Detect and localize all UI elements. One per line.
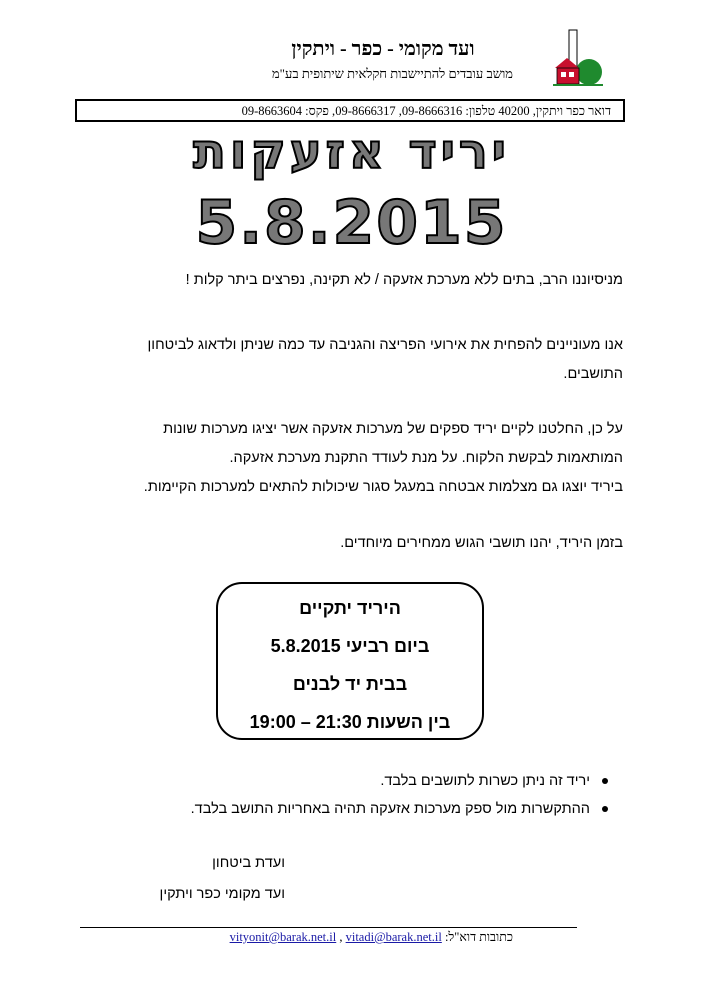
goal-paragraph: אנו מעוניינים להפחית את אירועי הפריצה והגניבה עד כמה שניתן ולדאוג לביטחון התושבים. [147, 337, 623, 382]
event-line-hours: בין השעות 21:30 – 19:00 [249, 712, 451, 732]
fair-cameras-line: ביריד יוצגו גם מצלמות אבטחה במעגל סגור שיכולות להתאים למערכות הקיימות. [143, 479, 623, 495]
organization-title: ועד מקומי - כפר - ויתקין [291, 38, 475, 60]
footer-emails [230, 930, 513, 945]
village-logo [553, 28, 603, 90]
event-headline: יריד אזעקות [193, 124, 510, 180]
bullet-icon [602, 806, 608, 812]
fair-description-line: על כן, החלטנו לקיים יריד ספקים של מערכות אזעקה אשר יציגו מערכות שונות המותאמות לבקשת הלקוח. על מנת לעודד התקנת מערכת אזעקה. [163, 421, 623, 466]
list-item [138, 770, 608, 798]
signature-local-committee: ועד מקומי כפר ויתקין [159, 886, 285, 902]
special-prices-paragraph: בזמן היריד, יהנו תושבי הגוש ממחירים מיוחדים. [340, 535, 623, 551]
notes-list [138, 770, 608, 826]
event-line-location: בבית יד לבנים [292, 674, 408, 694]
event-headline-date: 5.8.2015 [195, 188, 508, 258]
event-line-title: היריד יתקיים [299, 598, 401, 618]
note-text: ההתקשרות מול ספק מערכות אזעקה תהיה באחריות התושב בלבד. [190, 801, 590, 817]
event-details-box [216, 582, 484, 740]
event-line-date: ביום רביעי 5.8.2015 [270, 636, 430, 656]
intro-paragraph: מניסיוננו הרב, בתים ללא מערכת אזעקה / לא תקינה, נפרצים ביתר קלות ! [185, 272, 623, 288]
fair-description-paragraph [108, 415, 623, 502]
footer-label: כתובות דוא"ל: [444, 930, 513, 944]
signature-security-committee: ועדת ביטחון [212, 855, 285, 871]
list-item [138, 798, 608, 826]
organization-subtitle: מושב עובדים להתיישבות חקלאית שיתופית בע"מ [271, 66, 513, 81]
email-link-vitadi[interactable]: vitadi@barak.net.il [345, 930, 442, 944]
email-link-vityonit[interactable]: vityonit@barak.net.il [229, 930, 337, 944]
contact-info-box: דואר כפר ויתקין, 40200 טלפון: 09-8666316, 09-8666317, פקס: 09-8663604 [75, 99, 625, 122]
bullet-icon [602, 778, 608, 784]
note-text: יריד זה ניתן כשרות לתושבים בלבד. [380, 773, 590, 789]
footer-divider [80, 927, 577, 928]
footer-separator: , [339, 930, 343, 944]
